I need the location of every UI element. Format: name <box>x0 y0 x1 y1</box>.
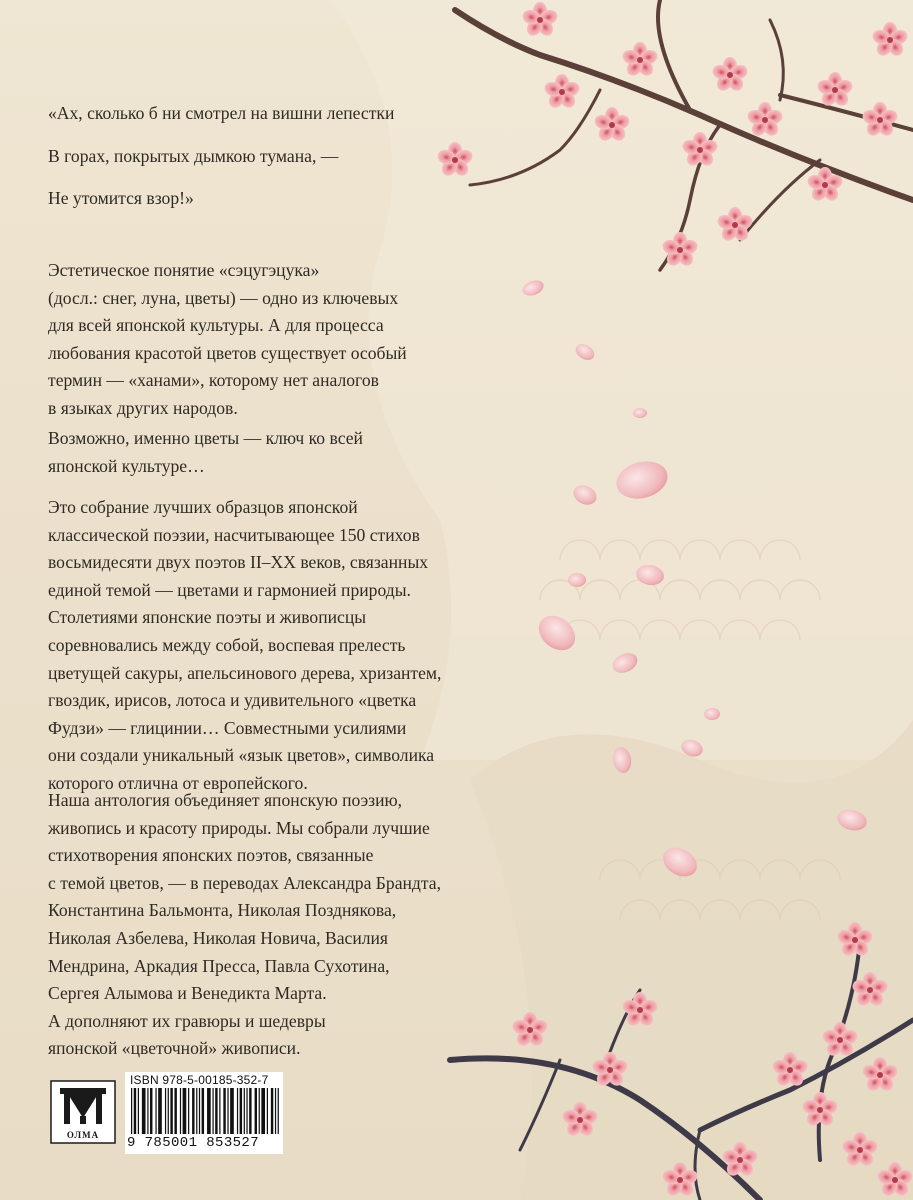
isbn-label: ISBN 978-5-00185-352-7 <box>130 1073 269 1087</box>
barcode-bar <box>131 1088 132 1134</box>
barcode-bar <box>255 1088 257 1134</box>
barcode-bar <box>223 1088 225 1134</box>
paragraph-line: соревновались между собой, воспевая прелесть <box>48 634 406 655</box>
barcode-bar <box>150 1088 152 1134</box>
barcode-bar <box>183 1088 187 1134</box>
paragraph-line: живопись и красоту природы. Мы собрали лучшие <box>48 817 430 838</box>
paragraph-line: классической поэзии, насчитывающее 150 стихов <box>48 524 420 545</box>
paragraph-line: восьмидесяти двух поэтов II–XX веков, связанных <box>48 552 429 573</box>
barcode-bar <box>207 1088 211 1134</box>
barcode-bar <box>202 1088 204 1134</box>
barcode-digits: 9 785001 853527 <box>127 1135 260 1151</box>
paragraph-line: Сергея Алымова и Венедикта Марта. <box>48 983 327 1004</box>
barcode-bar <box>271 1088 273 1134</box>
barcode-bar <box>142 1088 146 1134</box>
publisher-logo <box>50 1080 116 1144</box>
paragraph-line: Фудзи» — глицинии… Совместными усилиями <box>48 717 407 738</box>
paragraph-line: японской культуре… <box>48 455 205 476</box>
paragraph-line: любования красотой цветов существует особый <box>48 342 407 363</box>
barcode-bar <box>168 1088 169 1134</box>
barcode-bar <box>147 1088 148 1134</box>
barcode-bar <box>165 1088 166 1134</box>
barcode-bar <box>196 1088 197 1134</box>
barcode-bar <box>134 1088 136 1134</box>
paragraph-line: единой темой — цветами и гармонией природы. <box>48 579 411 600</box>
epigraph-line: «Ах, сколько б ни смотрел на вишни лепестки <box>48 103 395 123</box>
barcode-bar <box>155 1088 156 1134</box>
paragraph-line: Константина Бальмонта, Николая Позднякова, <box>48 900 397 921</box>
paragraph-anthology <box>48 787 548 1063</box>
barcode-bar <box>227 1088 228 1134</box>
publisher-logo-text: ОЛМА <box>66 1130 100 1140</box>
barcode-bar <box>212 1088 213 1134</box>
paragraph-line: с темой цветов, — в переводах Александра Брандта, <box>48 872 441 893</box>
paragraph-line: Столетиями японские поэты и живописцы <box>48 607 367 628</box>
barcode-bar <box>219 1088 220 1134</box>
paragraph-line: Николая Азбелева, Николая Новича, Василия <box>48 927 389 948</box>
paragraph-line: японской «цветочной» живописи. <box>48 1038 301 1059</box>
paragraph-aesthetic-concept <box>48 257 548 423</box>
epigraph-poem <box>48 92 548 220</box>
paragraph-line: (досл.: снег, луна, цветы) — одно из ключевых <box>48 287 399 308</box>
barcode-bar <box>275 1088 276 1134</box>
barcode-bar <box>215 1088 217 1134</box>
barcode-bar <box>192 1088 194 1134</box>
barcode-bar <box>138 1088 139 1134</box>
barcode-bar <box>259 1088 260 1134</box>
paragraph-line: Возможно, именно цветы — ключ ко всей <box>48 428 363 448</box>
paragraph-line: которого отлична от европейского. <box>48 772 308 793</box>
isbn-barcode-block <box>125 1072 283 1154</box>
epigraph-line: В горах, покрытых дымкою тумана, — <box>48 145 339 166</box>
barcode-bar <box>278 1088 279 1134</box>
barcode-bar <box>174 1088 176 1134</box>
paragraph-line: цветущей сакуры, апельсинового дерева, хризантем, <box>48 662 442 683</box>
epigraph-line: Не утомится взор!» <box>48 188 194 208</box>
paragraph-line: они создали уникальный «язык цветов», символика <box>48 745 435 766</box>
barcode-bar <box>240 1088 242 1134</box>
paragraph-line: Эстетическое понятие «сэцугэцука» <box>48 260 320 280</box>
paragraph-line: Мендрина, Аркадия Пресса, Павла Сухотина, <box>48 955 390 976</box>
barcode-bar <box>261 1088 265 1134</box>
barcode-bar <box>246 1088 247 1134</box>
paragraph-line: гвоздик, ирисов, лотоса и удивительного «цветка <box>48 690 417 711</box>
paragraph-line: стихотворения японских поэтов, связанные <box>48 845 374 866</box>
barcode-bar <box>267 1088 268 1134</box>
paragraph-line: Наша антология объединяет японскую поэзию, <box>48 790 403 810</box>
barcode-bar <box>249 1088 251 1134</box>
barcode-bar <box>237 1088 238 1134</box>
paragraph-line: для всей японской культуры. А для процесса <box>48 315 384 336</box>
barcode-bar <box>158 1088 162 1134</box>
barcode-bar <box>188 1088 189 1134</box>
barcode-bar <box>170 1088 172 1134</box>
paragraph-collection <box>48 494 548 798</box>
barcode-bar <box>230 1088 234 1134</box>
barcode-bar <box>244 1088 245 1134</box>
barcode-bar <box>180 1088 181 1134</box>
paragraph-flowers-key <box>48 425 548 480</box>
paragraph-line: в языках других народов. <box>48 397 238 418</box>
barcode-icon <box>131 1088 279 1138</box>
paragraph-line: термин — «ханами», которому нет аналогов <box>48 370 379 391</box>
paragraph-line: А дополняют их гравюры и шедевры <box>48 1010 326 1031</box>
barcode-bar <box>199 1088 200 1134</box>
paragraph-line: Это собрание лучших образцов японской <box>48 497 358 517</box>
